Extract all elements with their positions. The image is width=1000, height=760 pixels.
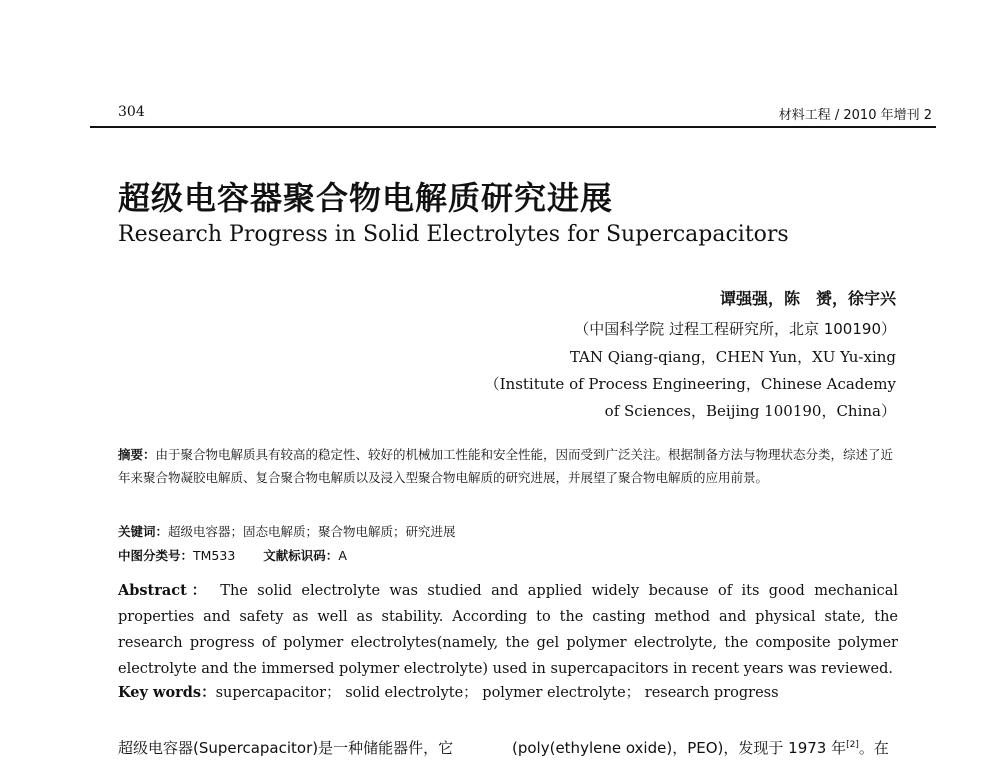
affiliation-english-line1: （Institute of Process Engineering，Chinese Academy: [484, 375, 896, 393]
citation-ref: [2]: [846, 740, 859, 750]
keywords-english-label: Key words：: [118, 684, 216, 701]
body-right-text: (poly(ethylene oxide)，PEO)，发现于 1973 年: [512, 739, 847, 757]
classification-line: [118, 546, 347, 564]
abstract-chinese-text: 由于聚合物电解质具有较高的稳定性、较好的机械加工性能和安全性能，因而受到广泛关注。根据制备方法与物理状态分类，综述了近年来聚合物凝胶电解质、复合聚合物电解质以及浸入型聚合物电解质的研究进展，并展望了聚合物电解质的应用前景。: [118, 447, 894, 485]
page-number: 304: [118, 104, 145, 120]
abstract-english: [118, 578, 898, 682]
abstract-english-text: The solid electrolyte was studied and applied widely because of its good mechanical properties and safety as well as stability. According to the casting method and physical state, the research progress of polymer electrolytes(namely, the gel polymer electrolyte, the composite polymer electrolyte and the immersed polymer electrolyte) used in supercapacitors in recent years was reviewed.: [118, 583, 899, 677]
journal-header: 材料工程 / 2010 年增刊 2: [778, 108, 932, 123]
keywords-chinese-text: 超级电容器；固态电解质；聚合物电解质；研究进展: [168, 524, 456, 539]
document-code-label: 文献标识码：: [263, 548, 339, 563]
keywords-chinese: [118, 522, 456, 540]
abstract-chinese-label: 摘要：: [118, 447, 156, 462]
abstract-chinese: [118, 443, 898, 489]
body-text-right-column: [512, 737, 889, 758]
keywords-english-text: supercapacitor； solid electrolyte； polymer electrolyte； research progress: [215, 685, 779, 701]
body-text-left-column: 超级电容器(Supercapacitor)是一种储能器件，它: [118, 739, 454, 757]
header-rule: [90, 126, 936, 128]
affiliation-chinese: （中国科学院 过程工程研究所，北京 100190）: [574, 320, 896, 338]
keywords-chinese-label: 关键词：: [118, 524, 169, 539]
document-code-value: A: [338, 548, 347, 563]
abstract-english-label: Abstract：: [118, 582, 211, 599]
authors-chinese: 谭强强，陈 赟，徐宇兴: [719, 289, 896, 308]
title-english: Research Progress in Solid Electrolytes for Supercapacitors: [118, 222, 789, 247]
affiliation-english-line2: of Sciences，Beijing 100190，China）: [604, 402, 896, 420]
title-chinese: 超级电容器聚合物电解质研究进展: [118, 179, 614, 217]
class-number-label: 中图分类号：: [118, 548, 194, 563]
body-right-tail: 。在: [858, 739, 889, 757]
class-number-value: TM533: [193, 548, 236, 563]
authors-english: TAN Qiang-qiang，CHEN Yun，XU Yu-xing: [569, 348, 896, 366]
keywords-english: [118, 681, 779, 702]
